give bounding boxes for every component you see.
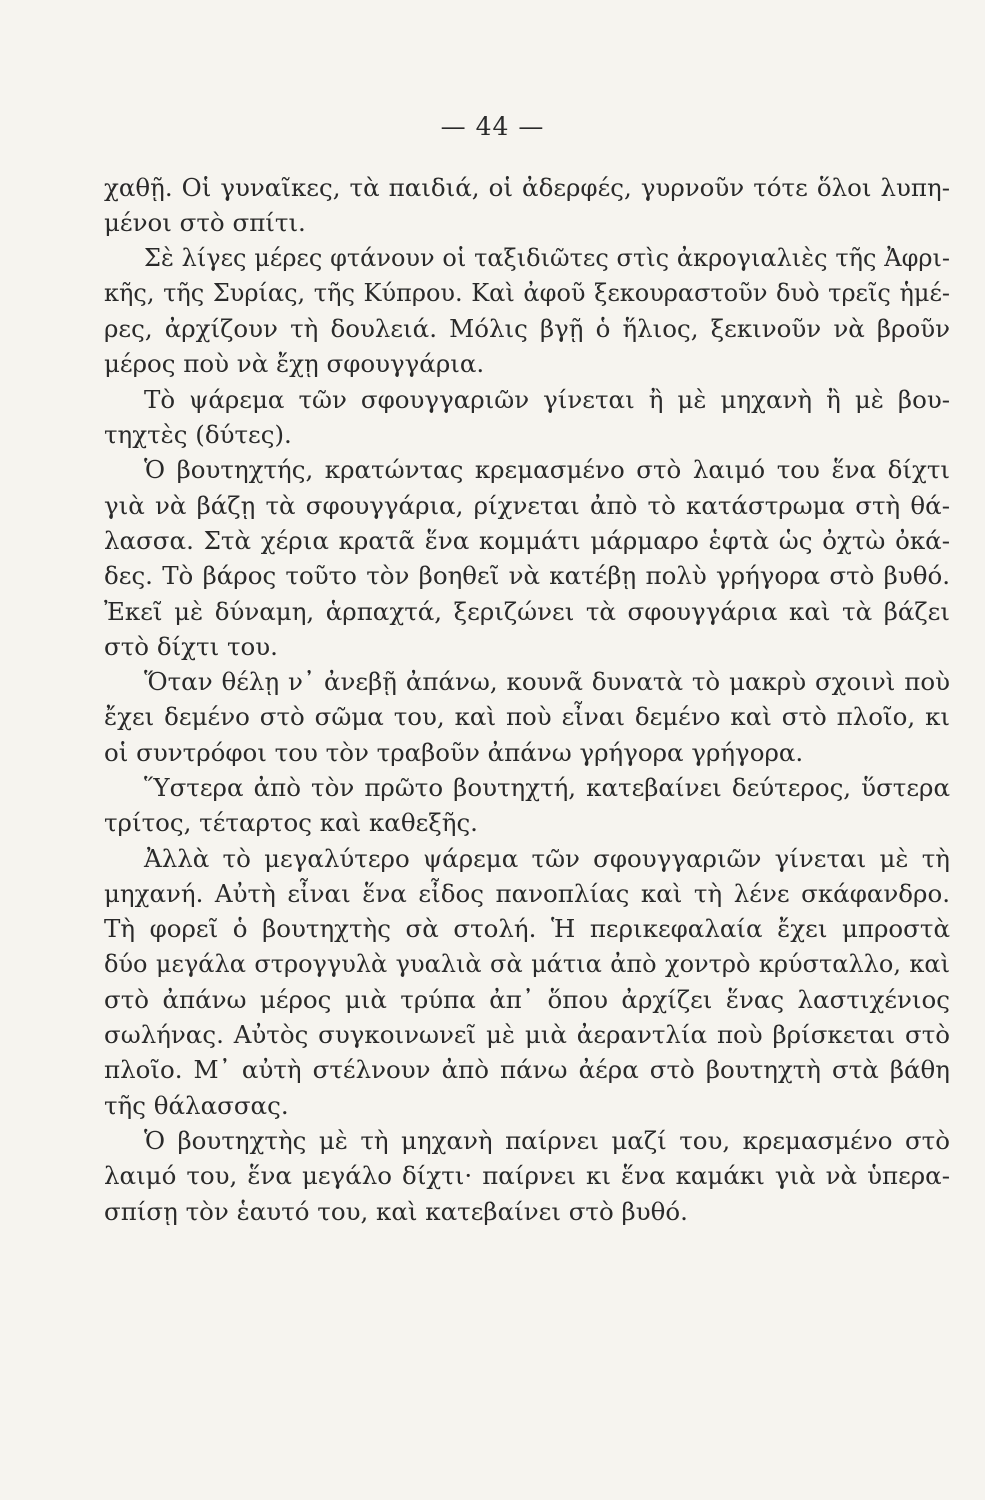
text-line: Τὸ ψάρεμα τῶν σφουγγαριῶν γίνεται ἢ μὲ μηχανὴ ἢ μὲ βου-: [144, 384, 950, 414]
text-line: σπίσῃ τὸν ἑαυτό του, καὶ κατεβαίνει στὸ βυθό.: [104, 1196, 688, 1226]
text-line: Σὲ λίγες μέρες φτάνουν οἱ ταξιδιῶτες στὶς ἀκρογιαλιὲς τῆς Ἀφρι-: [144, 243, 950, 272]
text-line: χαθῇ. Οἱ γυναῖκες, τὰ παιδιά, οἱ ἀδερφές, γυρνοῦν τότε ὅλοι λυπη-: [104, 173, 950, 202]
text-line: Ὁ βουτηχτὴς μὲ τὴ μηχανὴ παίρνει μαζί του, κρεμασμένο στὸ: [144, 1126, 950, 1156]
page-number: — 44 —: [440, 112, 545, 141]
text-line: Ὁ βουτηχτής, κρατώντας κρεμασμένο στὸ λαιμό του ἕνα δίχτι: [144, 455, 950, 485]
text-line: στὸ δίχτι του.: [104, 631, 278, 661]
text-line: δες. Τὸ βάρος τοῦτο τὸν βοηθεῖ νὰ κατέβῃ πολὺ γρήγορα στὸ βυθό.: [104, 561, 950, 591]
text-line: σωλήνας. Αὐτὸς συγκοινωνεῖ μὲ μιὰ ἀεραντλία ποὺ βρίσκεται στὸ: [104, 1020, 950, 1050]
text-line: γιὰ νὰ βάζῃ τὰ σφουγγάρια, ρίχνεται ἀπὸ τὸ κατάστρωμα στὴ θά-: [104, 490, 950, 520]
text-line: λαιμό του, ἕνα μεγάλο δίχτι· παίρνει κι ἕνα καμάκι γιὰ νὰ ὑπερα-: [104, 1161, 950, 1191]
text-line: τῆς θάλασσας.: [104, 1090, 289, 1120]
text-line: ἔχει δεμένο στὸ σῶμα του, καὶ ποὺ εἶναι δεμένο καὶ στὸ πλοῖο, κι: [104, 702, 950, 732]
text-line: Ὅταν θέλῃ ν᾿ ἀνεβῇ ἀπάνω, κουνᾶ δυνατὰ τὸ μακρὺ σχοινὶ ποὺ: [144, 667, 950, 697]
body-text: [104, 170, 950, 1229]
text-line: οἱ συντρόφοι του τὸν τραβοῦν ἀπάνω γρήγορα γρήγορα.: [104, 737, 804, 767]
text-line: πλοῖο. Μ᾿ αὐτὴ στέλνουν ἀπὸ πάνω ἀέρα στὸ βουτηχτὴ στὰ βάθη: [104, 1055, 950, 1085]
text-line: Ὕστερα ἀπὸ τὸν πρῶτο βουτηχτή, κατεβαίνει δεύτερος, ὕστερα: [144, 773, 950, 803]
text-line: Τὴ φορεῖ ὁ βουτηχτὴς σὰ στολή. Ἡ περικεφαλαία ἔχει μπροστὰ: [104, 914, 950, 944]
text-line: μένοι στὸ σπίτι.: [104, 208, 306, 238]
text-line: κῆς, τῆς Συρίας, τῆς Κύπρου. Καὶ ἀφοῦ ξεκουραστοῦν δυὸ τρεῖς ἡμέ-: [104, 278, 950, 307]
text-line: Ἐκεῖ μὲ δύναμη, ἁρπαχτά, ξεριζώνει τὰ σφουγγάρια καὶ τὰ βάζει: [104, 596, 950, 626]
text-line: λασσα. Στὰ χέρια κρατᾶ ἕνα κομμάτι μάρμαρο ἑφτὰ ὡς ὀχτὼ ὀκά-: [104, 525, 950, 555]
text-line: δύο μεγάλα στρογγυλὰ γυαλιὰ σὰ μάτια ἀπὸ χοντρὸ κρύσταλλο, καὶ: [104, 949, 950, 978]
text-line: τρίτος, τέταρτος καὶ καθεξῆς.: [104, 808, 478, 838]
text-line: μηχανή. Αὐτὴ εἶναι ἕνα εἶδος πανοπλίας καὶ τὴ λένε σκάφανδρο.: [104, 878, 950, 908]
text-line: τηχτὲς (δύτες).: [104, 420, 292, 450]
text-line: Ἀλλὰ τὸ μεγαλύτερο ψάρεμα τῶν σφουγγαριῶν γίνεται μὲ τὴ: [144, 843, 950, 873]
text-line: στὸ ἀπάνω μέρος μιὰ τρύπα ἀπ᾿ ὅπου ἀρχίζει ἕνας λαστιχένιος: [104, 984, 950, 1014]
text-line: ρες, ἀρχίζουν τὴ δουλειά. Μόλις βγῇ ὁ ἥλιος, ξεκινοῦν νὰ βροῦν: [104, 314, 950, 344]
text-line: μέρος ποὺ νὰ ἔχῃ σφουγγάρια.: [104, 349, 485, 379]
